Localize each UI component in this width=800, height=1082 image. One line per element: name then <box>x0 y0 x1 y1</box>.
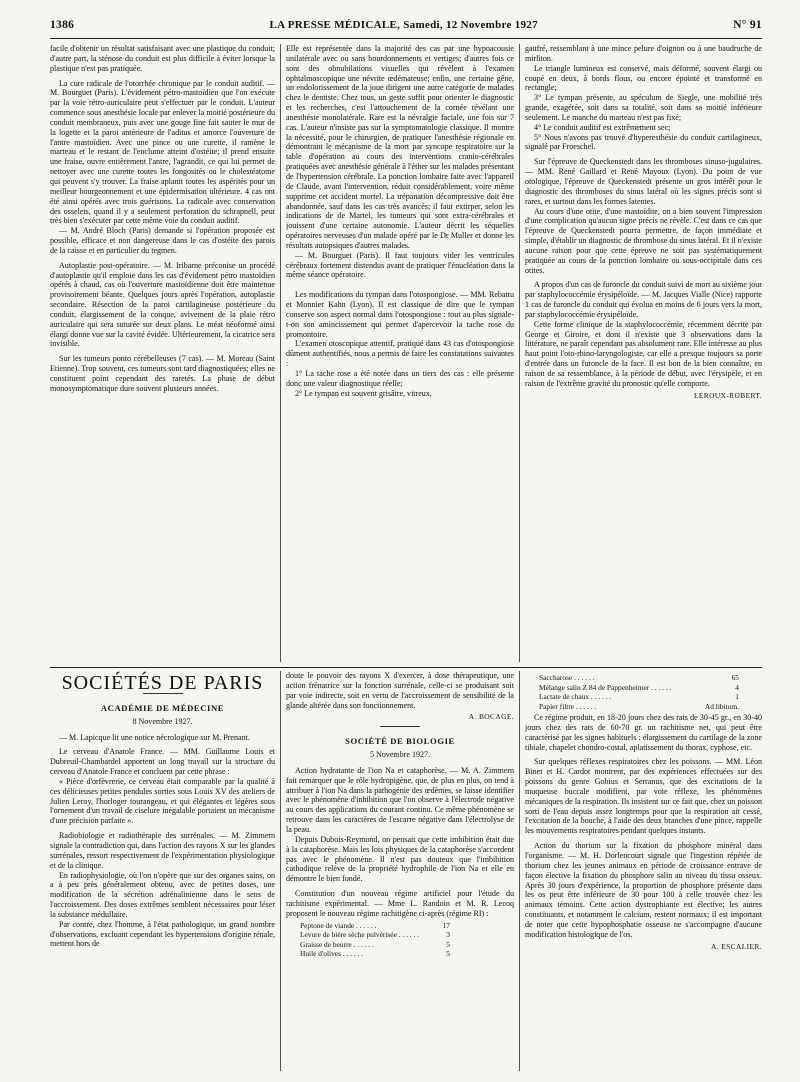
diet-amount: 4 <box>735 682 739 692</box>
paragraph: 4° Le conduit auditif est extrêmement sec; <box>534 122 671 132</box>
section-title: SOCIÉTÉS DE PARIS <box>61 672 264 694</box>
paragraph: Depuis Dubois-Reymond, on pensait que cette imbibition était due à la cataphorèse. Mais les lois physiques de la cataphorèse s'accordent pas avec le phénomène. Il n'est pas douteux que l'imbibition cathodique relève de la propriété hydrophile de l'ion Na et elle en démontre le bien fondé. <box>286 834 514 884</box>
diet-amount: 5 <box>446 949 450 959</box>
signature: LEROUX-ROBERT. <box>693 390 762 400</box>
paragraph: — M. André Bloch (Paris) demande si l'opération proposée est possible, efficace et non dangereuse dans le cas d'ostéite des parois de la caisse et en particulier du tegmen. <box>50 226 275 255</box>
paragraph-radiobiologie: Radiobiologie et radiothérapie des surrénales. — M. Zimmern signale la contradiction qui, dans l'action des rayons X sur les glandes surrénales, ressort respectivement de l'expérimentation physiologique et de la clinique. <box>50 831 275 870</box>
paragraph: 1° La tache rose a été notée dans un tiers des cas : elle présente donc une valeur diagnostique réelle; <box>286 369 514 388</box>
diet-row <box>539 702 739 712</box>
diet-ingredient: Graisse de beurre . . . . . . <box>300 939 374 949</box>
diet-row <box>539 692 739 702</box>
paragraph-cerveau: Le cerveau d'Anatole France. — MM. Guillaume Louis et Dubreuil-Chambardel apportent un long travail sur la structure du cerveau d'Anatole France et concluent par cette phrase : <box>50 747 275 777</box>
paragraph-thorium: Action du thorium sur la fixation du phosphore minéral dans l'organisme. — M. H. Dorlencourt signale que l'ingestion répétée de thorium chez les jeunes animaux en période de croissance entrave de façon élective la fixation du phosphore salin au niveau du tissu osseux. Après 30 jours d'expérience, la proportion de phosphore présente dans les os peut être inférieure de 30 pour 100 à celle trouvée chez les animaux témoins. Cette action dystrophiante est élective; les autres constituants, et notamment le calcium, restent normaux; il est important de noter que cette hypophosphatie osseuse ne s'accompagne d'aucune modification histologique de l'os. <box>525 841 762 939</box>
page-number: 1386 <box>50 19 75 31</box>
diet-ingredient: Saccharose . . . . . . <box>539 673 595 682</box>
diet-table-2 <box>539 673 739 711</box>
paragraph-bourguet: La cure radicale de l'otorrhée chronique par le conduit auditif. — M. Bourguet (Paris). L'évidement pétro-mastoïdien que l'on exécute par la voie rétro-auriculaire peut s'effectuer par le conduit. L'auteur commence sous anesthésie locale par enlever la moitié postérieure du conduit membraneux, puis avec une gouge fine fait sauter le mur de la logette et la paroi antérieure de l'aditus et amorce l'ouverture de l'antre mastoïdien. Avec une pince ou une curette, il ramène le marteau et le restant de l'enclume atteint d'ostéite; il prend ensuite une fraise, ouvre entièrement l'antre, l'agrandit, ce qui lui permet de nettoyer avec une curette toutes les fongosités ou le cholestéatome qui peuvent s'y trouver. La fraise aplanit toutes les aspérités pour un meilleur bourgeonnement et une épidermisation ultérieure. 4 cas ont été ainsi opérés avec trois guérisons. La radicale avec conservation des osselets, quand il y a seulement perforation du schrapnell, peut très bien s'exécuter par cette même voie du conduit auditif. <box>50 78 275 226</box>
diet-amount: 3 <box>446 930 450 940</box>
diet-ingredient: Lactate de chaux . . . . . . <box>539 692 612 701</box>
paragraph-regime: Constitution d'un nouveau régime artificiel pour l'étude du rachitisme expérimental. — Mme L. Randoin et M. R. Lecoq proposent le nouveau régime rachitigène ci-après (régime RI) : <box>286 889 514 918</box>
bottom-column-3 <box>525 671 762 1081</box>
diet-ingredient: Peptone de viande . . . . . . <box>300 920 377 930</box>
diet-ingredient: Mélange salin Z 84 de Pappenheimer . . . . . . <box>539 682 672 692</box>
academie-heading: ACADÉMIE DE MÉDECINE <box>100 702 225 713</box>
paragraph: En radiophysiologie, où l'on n'opère que sur des organes sains, on a à peu près généralement obtenu, avec de petites doses, une modification de la sécrétion adrénalinienne dans le sens de l'accroissement. Des doses extrêmes semblent nécessaires pour léser la substance médullaire. <box>50 870 275 919</box>
paragraph-queckenstedt: Sur l'épreuve de Queckenstedt dans les thromboses sinuso-jugulaires. — MM. René Gaillard et René Mayoux (Lyon). Du point de vue otologique, l'épreuve de Queckenstedt présente un gros intérêt pour le diagnostic des thromboses du sinus latéral où les signes précis sont si rares, et surtout dans les formes latentes. <box>525 157 762 206</box>
diet-amount: 1 <box>735 692 739 701</box>
diet-row <box>300 949 450 959</box>
paragraph: 3° Le tympan présente, au spéculum de Siegle, une mobilité très grande, exagérée, soit dans sa totalité, soit dans sa moitié inférieure seulement. Le manche du marteau n'est pas fixé; <box>525 93 762 122</box>
paragraph: doute le pouvoir des rayons X d'exercer, à dose thérapeutique, une action frénatrice sur la fonction surrénale, celle-ci se produisant soit par voie indirecte, soit en vertu de l'accroissement de sensibilité de la glande altérée dans son fonctionnement. <box>286 671 514 710</box>
running-header <box>50 19 762 35</box>
diet-row <box>539 683 739 693</box>
top-column-3 <box>525 44 762 664</box>
paragraph-na: Action hydratante de l'ion Na et cataphorèse. — M. A. Zimmern fait remarquer que le rôle hydropigène, que, de plus en plus, on tend à attribuer à l'ion Na dans la pathogénie des œdèmes, se laisse identifier avec le phénomène d'inhibition que l'on observe à l'électrode négative au cours des applications du courant continu. Ce même phénomène se retrouve dans les caractères de l'escarre négative dans l'électrolyse de la peau. <box>286 765 514 834</box>
biologie-date: 5 Novembre 1927. <box>369 750 431 760</box>
section-rule <box>50 667 762 668</box>
column-divider <box>280 44 281 662</box>
diet-row <box>300 921 450 931</box>
diet-row <box>300 930 450 940</box>
diet-amount: 17 <box>442 920 450 930</box>
top-column-2 <box>286 44 514 664</box>
paragraph: Cette forme clinique de la staphylococcémie, récemment décrite par George et Giroire, et dont il n'existe que 3 observations dans la littérature, ne paraît cependant pas absolument rare. Elle intéresse au plus haut point l'oto-rhino-laryngologiste, car elle a presque toujours sa porte d'entrée dans un furoncle de la face. Il est bon de la bien connaître, en raison de sa ressemblance, à la période de début, avec l'érysipèle, et en raison de l'extrême gravité du pronostic qu'elle comporte. <box>525 319 762 388</box>
column-divider <box>519 44 520 662</box>
biologie-heading: SOCIÉTÉ DE BIOLOGIE <box>345 736 455 747</box>
bottom-column-2 <box>286 671 514 1081</box>
paragraph-tumeurs: Sur les tumeurs ponto cérébelleuses (7 cas). — M. Moreau (Saint Etienne). Trop souvent, ces tumeurs sont tard diagnostiquées; elles ne constituent point cependant des raretés. La phase de début monosymptomatique dure souvent plusieurs années. <box>50 354 275 393</box>
column-divider <box>519 671 520 1071</box>
diet-amount: 65 <box>731 673 739 682</box>
divider <box>380 726 420 727</box>
paragraph: 2° Le tympan est souvent grisâtre, vitreux, <box>295 388 432 398</box>
header-rule <box>50 38 762 39</box>
diet-ingredient: Huile d'olives . . . . . . <box>300 949 364 959</box>
diet-table-1 <box>300 921 450 959</box>
paragraph-furoncle: A propos d'un cas de furoncle du conduit suivi de mort au sixième jour par staphylococcémie érysipéloïde. — M. Jacques Vialle (Nice) rapporte 1 cas de furoncle du conduit qui évolua en moins de 6 jours vers la mort, par staphylococcémie érysipéloïde. <box>525 280 762 319</box>
paragraph: facile d'obtenir un résultat satisfaisant avec une plastique du conduit; d'autre part, la sténose du conduit est plus difficile à éviter lorsque la plastique n'est pas pratiquée. <box>50 44 275 73</box>
academie-date: 8 Novembre 1927. <box>132 716 193 726</box>
paragraph-tympan: Les modifications du tympan dans l'otospongiose. — MM. Rebattu et Monnier Kahn (Lyon). Il est classique de dire que le tympan conserve son aspect normal dans l'otospongiose : tout au plus signale-t-on son amincissement qui permet d'apercevoir la tache rose du promontoire. <box>286 290 514 339</box>
signature: A. ESCALIER. <box>711 941 762 951</box>
bottom-column-1 <box>50 671 275 1081</box>
paragraph: L'examen otoscopique attentif, pratiqué dans 43 cas d'otospongiose dûment authentifiés, nous a permis de faire les constatations suivantes : <box>286 339 514 369</box>
paragraph: Elle est représentée dans la majorité des cas par une hypoacousie unilatérale avec ou sans bourdonnements et vertiges; d'autres fois ce sont des obnubilations visuelles qui révèlent à l'examen ophtalmoscopique une névrite œdémateuse; enfin, une certaine gêne, un endolorissement de la joue dirigent une autre catégorie de malades chez le dentiste. Chez tous, un geste suffit pour orienter le diagnostic et les recherches, c'est l'attouchement de la cornée révélant une anesthésie monolatérale. Rare est la névralgie faciale, une fois sur 7 cas. L'auteur n'insiste pas sur la symptomatologie classique. Il montre la nécessité, pour le chirurgien, de pratiquer l'anesthésie régionale en démontrant le mécanisme de la mort par syncope respiratoire sur la table d'opération au cours des interventions cranio-cérébrales pratiquées avec anesthésie générale à l'éther sur les malades présentant de l'hypertension cérébrale. La ponction lombaire faite avec l'appareil de Claude, avant l'intervention, réduit considérablement, voire même supprime cet accident mortel. La trépanation décompressive doit être abandonnée, sauf dans les cas très avancés; il faut extirper, selon les indications de de Martel, les tumeurs qui sont extra-cérébrales et jouissent d'une certaine autonomie. L'auteur décrit les séquelles opératoires nerveuses d'un malade opéré par le Dr Muller et donne les résultats autopsiques d'autres malades. <box>286 44 514 250</box>
issue-number: N° 91 <box>733 19 762 31</box>
diet-amount: Ad libitum. <box>704 701 739 711</box>
paragraph: — M. Lapicque lit une notice nécrologique sur M. Prenant. <box>59 732 250 742</box>
diet-amount: 5 <box>446 939 450 949</box>
diet-row <box>300 940 450 950</box>
paragraph: gaufré, ressemblant à une mince pelure d'oignon ou à une baudruche de mirliton. <box>525 44 762 63</box>
journal-title: LA PRESSE MÉDICALE, Samedi, 12 Novembre 1927 <box>269 19 538 31</box>
diet-row <box>539 673 739 683</box>
column-divider <box>280 671 281 1071</box>
paragraph: 5° Nous n'avons pas trouvé d'hyperesthésie du conduit cartilagineux, signalé par Froeschel. <box>525 132 762 152</box>
paragraph: Au cours d'une otite, d'une mastoïdite, on a bien souvent l'impression d'une complication qu'aucun signe précis ne révèle. C'est dans ce cas que l'épreuve de Queckenstedt pourra permettre, de façon immédiate et simple, d'établir un diagnostic de thrombose du sinus latéral. Et il n'existe aucune raison pour que cette épreuve ne soit pas systématiquement pratiquée au cours de la ponction lombaire ou sous-occipitale dans ces otites. <box>525 206 762 275</box>
top-column-1 <box>50 44 275 664</box>
paragraph: Par contre, chez l'homme, à l'état pathologique, un grand nombre d'observations, excluant cependant les hypertensions d'origine rénale, mettent hors de <box>50 919 275 949</box>
signature: A. BOCAGE. <box>468 712 514 722</box>
paragraph-autoplastie: Autoplastie post-opératoire. — M. Iribarne préconise un procédé d'autoplastie qu'il emploie dans les cas d'évidement pétro mastoïdien opérés à chaud, cas où l'ouverture mastoïdienne doit être maintenue provisoirement béante. Quelques jours après l'opération, autoplastie secondaire. Résection de la paroi cartilagineuse postérieure du conduit, élargissement de la conque, avivement de la plaie rétro auriculaire qui sera suturée sur deux plans. Le méat néoformé ainsi élargi donne vue sur la cavité évidée. Ultérieurement, la cicatrice sera invisible. <box>50 260 275 349</box>
diet-ingredient: Levure de bière sèche pulvérisée . . . . . . <box>300 930 420 940</box>
paragraph: Ce régime produit, en 18-20 jours chez des rats de 30-45 gr., en 30-40 jours chez des rats de 60-70 gr. un rachitisme net, qui peut être caractérisé par les signes habituels : élargissement du cartilage de la zone tibiale, chapelet chondro-costal, aplatissement du thorax, cyphose, etc. <box>525 713 762 752</box>
paragraph: « Pièce d'orfèvrerie, ce cerveau était comparable par la qualité à ces délicieuses petites pendules sorties sous Louis XV des ateliers de Julien Leroy, l'horloger tourangeau, et qui élégantes et légères sous l'ornement d'un travail de ciselure inégalable portaient un mécanisme d'une précision parfaite ». <box>50 776 275 826</box>
paragraph-reflexes: Sur quelques réflexes respiratoires chez les poissons. — MM. Léon Binet et H. Cardot montrent, par des expériences effectuées sur des poissons du genre Gobius et Serranus, que des excitations de la muqueuse buccale modifient, par voie réflexe, les phénomènes mécaniques de la respiration. Ils insistent sur ce fait que, chez un poisson sorti de l'eau depuis assez longtemps pour que la respiration ait cessé, l'excitation de la bouche, à l'aide des deux branches d'une pince, rappelle les mouvements respiratoires pendant quelques instants. <box>525 757 762 836</box>
paragraph: Le triangle lumineux est conservé, mais déformé, souvent élargi ou coupé en deux, à bords flous, ou encore épointé et transformé en rectangle; <box>525 63 762 93</box>
paragraph: — M. Bourguet (Paris). Il faut toujours vider les ventricules cérébraux fortement distendus avant de pratiquer l'énucléation dans la même séance opératoire. <box>286 250 514 280</box>
diet-ingredient: Papier filtre . . . . . . <box>539 701 597 711</box>
